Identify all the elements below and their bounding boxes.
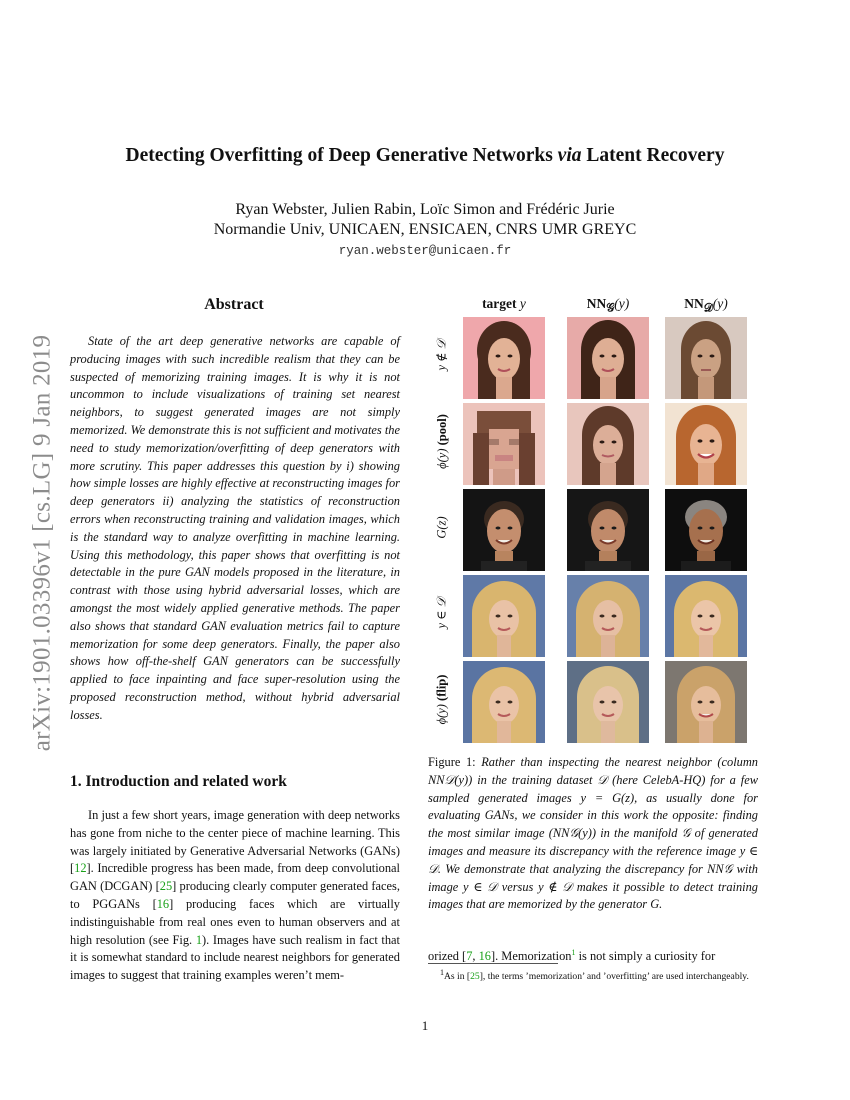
citation-link[interactable]: 16 bbox=[478, 949, 491, 964]
citation-link[interactable]: 16 bbox=[156, 896, 170, 911]
citation-link[interactable]: 25 bbox=[159, 879, 173, 894]
title-part2: Latent Recovery bbox=[581, 145, 725, 166]
row-label-text: y ∈ 𝒟 bbox=[435, 597, 449, 629]
face-image bbox=[567, 661, 649, 743]
face-image bbox=[463, 661, 545, 743]
footnote-divider bbox=[428, 963, 558, 964]
face-image bbox=[567, 489, 649, 571]
face-image bbox=[665, 575, 747, 657]
caption-body: Rather than inspecting the nearest neighbor (column NN𝒟(y)) in the training dataset 𝒟 (here CelebA-HQ) for a few sampled generated images y = G(z), as usually done for evaluating GANs, we consider in this work the opposite: finding the most similar image (NN𝒢(y)) in the manifold 𝒢 of generated images and measure its discrepancy with the reference image y ∈ 𝒟. We demonstrate that analyzing the discrepancy for NN𝒢 with image y ∈ 𝒟 versus y ∉ 𝒟 makes it possible to detect training images that are memorized by the generator G. bbox=[428, 755, 759, 912]
intro-text-4: ] producing faces which are virtually indistinguishable from real ones even to human observers and at high resolution (see Fig. bbox=[70, 896, 400, 947]
col-nng-sub: 𝒢 bbox=[606, 302, 615, 315]
face-image bbox=[463, 317, 545, 399]
col-target-text: target bbox=[482, 296, 520, 311]
intro-text-3: ] producing clearly computer generated faces, to PGGANs [ bbox=[70, 879, 400, 911]
citation-link[interactable]: 7 bbox=[466, 949, 473, 964]
col-target-var: y bbox=[519, 296, 526, 311]
figure-row-label bbox=[430, 401, 454, 481]
footnote bbox=[428, 967, 758, 983]
face-image bbox=[665, 403, 747, 485]
face-image bbox=[665, 317, 747, 399]
face-image-pixelated bbox=[463, 403, 545, 485]
figure-row-label bbox=[430, 315, 454, 395]
face-image bbox=[463, 575, 545, 657]
citation-link[interactable]: 12 bbox=[74, 861, 87, 876]
author-list: Ryan Webster, Julien Rabin, Loïc Simon and Frédéric Jurie bbox=[235, 201, 615, 218]
footnote-text-2: ], the terms ’memorization’ and ’overfitting’ are used interchangeably. bbox=[479, 971, 749, 983]
col-nng-arg: (y) bbox=[614, 296, 630, 311]
footnote-number: 1 bbox=[440, 968, 444, 977]
arxiv-stamp bbox=[22, 308, 62, 778]
row-label-text: G(z) bbox=[434, 515, 449, 539]
row-label-word: (pool) bbox=[434, 413, 449, 445]
row-label-math: ϕ(y) bbox=[434, 700, 449, 724]
arxiv-id: arXiv:1901.03396v1 [cs.LG] 9 Jan 2019 bbox=[28, 334, 55, 752]
face-image bbox=[567, 575, 649, 657]
paper-title bbox=[0, 145, 850, 167]
col-nng-text: NN bbox=[586, 296, 607, 311]
intro-text-5: ). Images have such realism in fact that it is somewhat standard to include nearest neighbors for generated images to suggest that training examples weren’t mem- bbox=[70, 932, 400, 983]
intro-text-2: ]. Incredible progress has been made, from deep convolutional GAN (DCGAN) [ bbox=[70, 861, 400, 894]
footnote-marker[interactable]: 1 bbox=[571, 948, 576, 957]
col-nnd-text: NN bbox=[684, 296, 704, 311]
face-image bbox=[463, 489, 545, 571]
row-label-math: ϕ(y) bbox=[434, 444, 449, 469]
row-label-text bbox=[435, 674, 450, 724]
figure-row-label bbox=[430, 487, 454, 567]
face-image bbox=[567, 403, 649, 485]
col-nnd-sub: 𝒟 bbox=[703, 302, 713, 315]
footnote-text-1: As in [ bbox=[444, 971, 471, 983]
intro-paragraph bbox=[70, 807, 400, 985]
right-text-3: is not simply a curiosity for bbox=[575, 949, 716, 964]
right-text-2: ]. Memorization bbox=[490, 949, 572, 964]
citation-link[interactable]: 25 bbox=[470, 971, 480, 983]
page-number: 1 bbox=[421, 1018, 429, 1033]
intro-heading: 1. Introduction and related work bbox=[70, 773, 287, 790]
figure-caption bbox=[428, 754, 758, 914]
col-nnd-arg: (y) bbox=[712, 296, 728, 311]
figure-ref-link[interactable]: 1 bbox=[195, 932, 203, 947]
figure-col-nnd bbox=[664, 296, 748, 316]
caption-label: Figure 1: bbox=[428, 755, 482, 769]
author-email[interactable]: ryan.webster@unicaen.fr bbox=[338, 244, 512, 258]
figure-row-label bbox=[430, 573, 454, 653]
intro-text-1: In just a few short years, image generation with deep networks has gone from niche to the center piece of machine learning. This was largely initiated by Generative Adversarial Networks (GANs) [ bbox=[70, 808, 400, 876]
affiliation: Normandie Univ, UNICAEN, ENSICAEN, CNRS UMR GREYC bbox=[213, 221, 637, 238]
abstract-heading: Abstract bbox=[204, 296, 264, 313]
figure-col-target bbox=[462, 296, 546, 312]
abstract-text: State of the art deep generative networks are capable of producing images with such incredible realism that they can be suspected of memorizing training images. It is why it is not uncommon to include visualizations of training set nearest neighbors, to suggest generated images are not simply memorized. We demonstrate this is not sufficient and motivates the need to study memorization/overfitting of deep generators with more scrutiny. This paper addresses this question by i) showing how simple losses are highly effective at reconstructing images for deep generators ii) analyzing the statistics of reconstruction errors when reconstructing training and validation images, which is the standard way to analyze overfitting in machine learning. Using this methodology, this paper shows that overfitting is not detectable in the pure GAN models proposed in the literature, in contrast with those using hybrid adversarial losses, which are amongst the most widely applied generative methods. The paper also shows that standard GAN evaluation metrics fail to capture memorization for some deep generators. Finally, the paper also shows how off-the-shelf GAN generators can be successfully applied to face inpainting and face super-resolution using the proposed reconstruction method, without hybrid adversarial losses. bbox=[70, 334, 400, 722]
right-text-1: orized [ bbox=[428, 949, 467, 964]
citation-separator: , bbox=[472, 949, 479, 964]
face-image bbox=[567, 317, 649, 399]
row-label-text bbox=[435, 414, 450, 469]
title-part1: Detecting Overfitting of Deep Generative Networks bbox=[125, 145, 558, 166]
row-label-word: (flip) bbox=[434, 674, 449, 701]
face-image bbox=[665, 661, 747, 743]
figure-col-nng bbox=[566, 296, 650, 316]
face-image bbox=[665, 489, 747, 571]
figure-row-label bbox=[430, 659, 454, 739]
title-via: via bbox=[557, 145, 582, 166]
row-label-text: y ∉ 𝒟 bbox=[435, 339, 449, 371]
